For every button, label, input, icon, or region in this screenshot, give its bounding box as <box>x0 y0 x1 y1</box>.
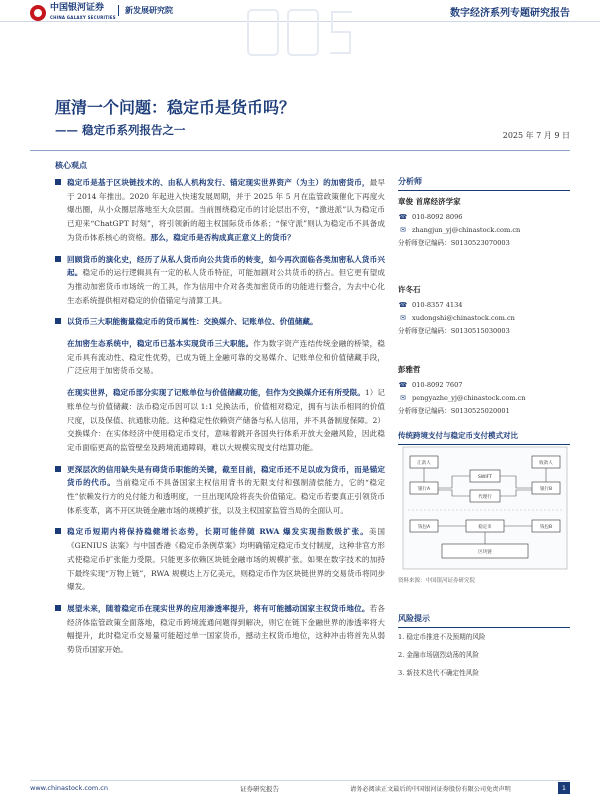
institute-name: 新发展研究院 <box>118 5 173 16</box>
core-paragraph: 以货币三大职能衡量稳定币的货币属性：交换媒介、记账单位、价值储藏。 <box>55 315 385 329</box>
core-paragraph: 展望未来，随着稳定币在现实世界的应用渗透率提升，将有可能撼动国家主权货币地位。若各经济体监管政策全面落地，稳定币跨境流通问题得到解决，则它在链下金融世界的渗透率将大幅提升，此时稳定币交易量可能超过单一国家货币，撼动主权货币地位，这种冲击将首先从弱势货币国家开始。 <box>55 602 385 657</box>
analyst-phone: 010-8092 8096 <box>412 213 463 221</box>
core-paragraph: 更深层次的信用缺失是有碍货币职能的关键，截至目前，稳定币还不足以成为货币，而是锚定货币的代币。当前稳定币不具备国家主权信用背书的无限支付和强制清偿能力，它的“稳定性”依赖发行方的兑付能力和透明度，一旦出现风险将丧失价值锚定。稳定币若要真正引领货币体系变革，离不开区块链金融市场的规模扩张，以及主权国家监管当局的全面认可。 <box>55 463 385 518</box>
diagram-label: SWIFT <box>478 475 492 480</box>
bullet-icon <box>55 605 61 611</box>
diagram-heading: 传统跨境支付与稳定币支付模式对比 <box>398 430 570 445</box>
diagram-label: 钱包A <box>417 525 431 530</box>
core-paragraph: 在加密生态系统中，稳定币已基本实现货币三大职能。作为数字资产连结传统金融的桥梁，稳定币具有流动性、稳定性优势，已成为链上金融可靠的交易媒介、记账单位和价值储藏手段，广泛应用于加密货币交易。 <box>67 339 386 376</box>
diagram-label: 区块链 <box>478 550 492 555</box>
core-paragraph: 回顾货币的演化史，经历了从私人货币向公共货币的转变，如今再次面临各类加密私人货币兴起。稳定币的运行逻辑具有一定的私人货币特征，可能加剧对公共货币的挤占。但它更有望成为推动加密货币市场统一的工具，作为信用中介对各类加密货币的功能进行整合，为去中心化生态系统提供相对稳定的价值锚定与清算工具。 <box>55 253 385 308</box>
payment-comparison-diagram <box>402 446 568 570</box>
phone-icon: ☎ <box>398 381 408 389</box>
galaxy-logo-icon <box>30 5 46 21</box>
analyst-reg-code: 分析师登记编码：S0130525020001 <box>398 407 510 415</box>
risk-item: 1. 稳定币推进不及预期的风险 <box>398 633 486 641</box>
analyst-email[interactable]: pengyazhe_yj@chinastock.com.cn <box>412 394 526 402</box>
analysts-heading: 分析师 <box>398 176 570 191</box>
core-paragraph: 在现实世界，稳定币部分实现了记账单位与价值储藏功能，但作为交换媒介还有所受限。1）记账单位与价值储藏：法币稳定币因可以 1:1 兑换法币，价值相对稳定，拥有与法币相同的价值尺度，以及保值、抗通胀功能。这种稳定性依赖资产储备与私人信用，并不具备制度保障。2）交换媒介：在实体经济中使用稳定币支付，意味着跳开各国央行体系开放大金融风险，因此稳定币面临更高的监管壁垒及跨境流通障碍，难以大规模实现支付结算功能。 <box>67 388 385 452</box>
diagram-label: 钱包B <box>539 525 553 530</box>
analyst-card <box>398 364 570 418</box>
phone-icon: ☎ <box>398 213 408 221</box>
disclaimer-note: 请务必阅读正文最后的中国银河证券股份有限公司免责声明 <box>350 786 511 793</box>
risk-list <box>398 632 570 686</box>
analyst-name: 彭雅哲 <box>398 365 421 374</box>
bullet-icon <box>55 466 61 472</box>
core-paragraph: 稳定币短期内将保持稳健增长态势，长期可能伴随 RWA 爆发实现指数级扩张。美国《GENIUS 法案》与中国香港《稳定币条例草案》均明确锚定稳定币支付制度，这种非官方形式使稳定币扩张能力受限。只能更多依赖区块链金融市场的规模扩张。如果在数字技术的加持下最终实现“万物上链”，RWA 规模达上万亿美元，则稳定币作为区块链世界的交易货币将同步爆发。 <box>55 525 385 594</box>
brand-name-cn: 中国银河证券 <box>50 3 105 13</box>
diagram-label: 汇款人 <box>417 461 431 466</box>
report-series: 数字经济系列专题研究报告 <box>450 8 570 19</box>
analyst-reg-code: 分析师登记编码：S0130515030003 <box>398 327 510 335</box>
report-type: 证券研究报告 <box>240 785 279 793</box>
email-icon: ✉ <box>400 226 406 234</box>
analyst-reg-code: 分析师登记编码：S0130523070003 <box>398 239 510 247</box>
phone-icon: ☎ <box>398 301 408 309</box>
watermark-graphic <box>240 0 370 70</box>
email-icon: ✉ <box>400 314 406 322</box>
title-divider <box>30 150 570 151</box>
risk-item: 3. 新技术迭代不确定性风险 <box>398 669 479 677</box>
bullet-icon <box>55 256 61 262</box>
diagram-source: 资料来源：中国银河证券研究院 <box>398 578 476 584</box>
brand-name-en: CHINA GALAXY SECURITIES <box>50 15 116 20</box>
analyst-email[interactable]: zhangjun_yj@chinastock.com.cn <box>412 226 521 234</box>
page-subtitle: —— 稳定币系列报告之一 <box>55 123 186 137</box>
diagram-label: 收款人 <box>539 461 553 466</box>
diagram-label: 银行B <box>539 487 553 492</box>
bullet-icon <box>55 528 61 534</box>
diagram-label: 稳定币 <box>478 525 492 530</box>
website-link[interactable]: www.chinastock.com.cn <box>30 784 108 792</box>
core-paragraph: 稳定币是基于区块链技术的、由私人机构发行、锚定现实世界资产（为主）的加密货币，最早于 2014 年推出。2020 年起进入快速发展周期，并于 2025 年 5 月在监管政策催化下再度火爆出圈，从小众圈层落地至大众层面。当前围绕稳定币的讨论层出不穷，“激进派”认为稳定币已迎来“ChatGPT 时刻”，将引领新的超主权国际货币体系；“保守派”则认为稳定币不具备成为货币体系核心的资格。那么，稳定币是否构成真正意义上的货币？ <box>55 176 385 245</box>
analyst-card <box>398 196 570 250</box>
brand-logo <box>30 3 116 23</box>
risk-heading: 风险提示 <box>398 613 570 628</box>
page-number: 1 <box>558 782 570 794</box>
core-view-body <box>55 176 385 665</box>
core-view-label: 核心观点 <box>55 160 87 170</box>
page-footer <box>30 780 570 794</box>
report-date: 2025 年 7 月 9 日 <box>502 131 570 140</box>
bullet-icon <box>55 179 61 185</box>
analyst-name: 许冬石 <box>398 285 421 294</box>
diagram-label: 代理行 <box>478 495 492 500</box>
risk-item: 2. 金融市场剧烈动荡的风险 <box>398 651 479 659</box>
bullet-icon <box>55 318 61 324</box>
email-icon: ✉ <box>400 394 406 402</box>
analyst-email[interactable]: xudongshi@chinastock.com.cn <box>412 314 515 322</box>
page-title: 厘清一个问题：稳定币是货币吗？ <box>55 98 296 117</box>
diagram-label: 银行A <box>417 487 431 492</box>
analyst-phone: 010-8092 7607 <box>412 381 463 389</box>
analyst-card <box>398 284 570 338</box>
analyst-sidebar <box>398 176 570 434</box>
analyst-phone: 010-8357 4134 <box>412 301 463 309</box>
analyst-name: 章俊 首席经济学家 <box>398 197 461 206</box>
